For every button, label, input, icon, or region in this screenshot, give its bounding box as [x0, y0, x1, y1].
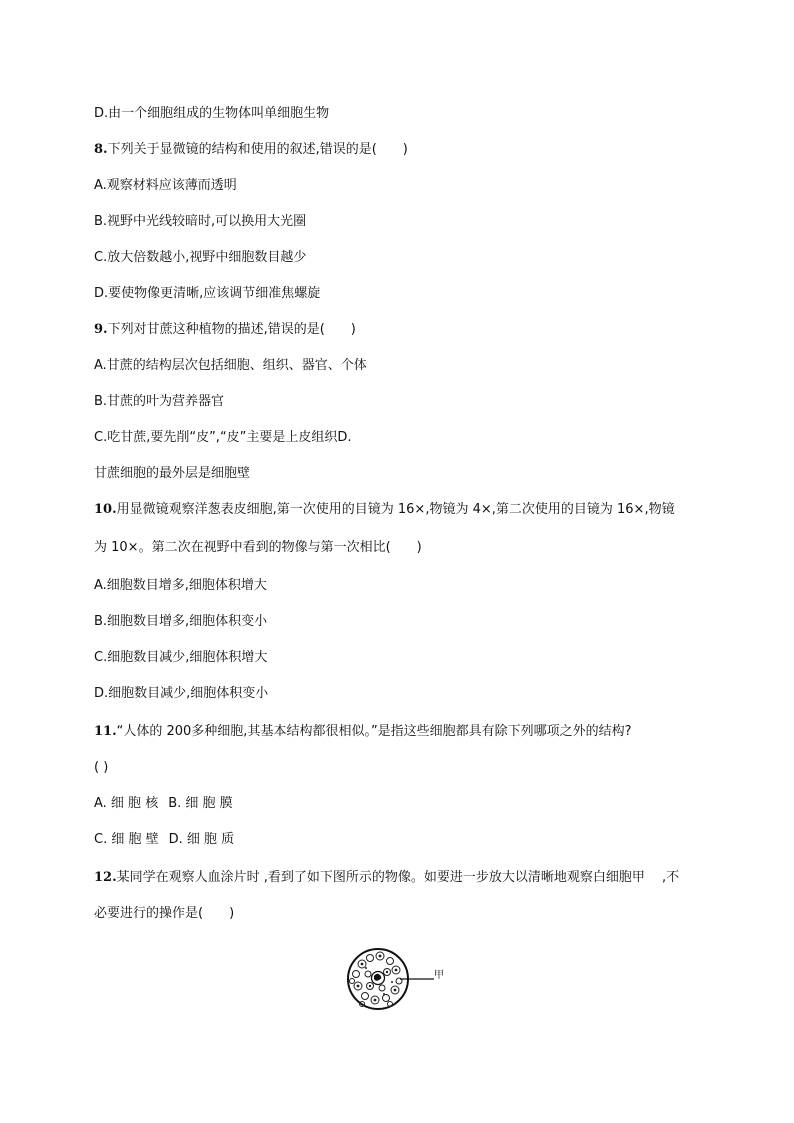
- q10-stem-line-2: 为 10×。第二次在视野中看到的物像与第一次相比( ): [94, 540, 422, 555]
- q9-option-d: 甘蔗细胞的最外层是细胞壁: [94, 466, 251, 481]
- q11-option-a: A. 细 胞 核: [94, 796, 159, 811]
- q8-stem-text: 下列关于显微镜的结构和使用的叙述,错误的是( ): [107, 142, 408, 157]
- q12-stem-text-1: 某同学在观察人血涂片时 ,看到了如下图所示的物像。如要进一步放大以清晰地观察白细胞甲 ,不: [116, 870, 680, 885]
- q11-stem-line-1: [94, 724, 632, 740]
- q10-option-c: C.细胞数目减少,细胞体积增大: [94, 650, 268, 665]
- q9-option-c: C.吃甘蔗,要先削“皮”,“皮”主要是上皮组织D.: [94, 430, 352, 445]
- q11-stem-line-2: ( ): [94, 760, 109, 775]
- q11-option-c: C. 细 胞 壁: [94, 832, 159, 847]
- q10-option-a: A.细胞数目增多,细胞体积增大: [94, 578, 267, 593]
- q10-option-b: B.细胞数目增多,细胞体积变小: [94, 614, 268, 629]
- q8-option-b: B.视野中光线较暗时,可以换用大光圈: [94, 214, 307, 229]
- q9-stem: [94, 322, 356, 338]
- q9-number: 9.: [94, 322, 108, 337]
- q7-option-d: D.由一个细胞组成的生物体叫单细胞生物: [94, 106, 330, 121]
- q8-option-d: D.要使物像更清晰,应该调节细准焦螺旋: [94, 286, 321, 301]
- q11-options-row-2: [94, 832, 234, 848]
- q11-number: 11.: [94, 724, 117, 739]
- q11-option-b: B. 细 胞 膜: [168, 796, 233, 811]
- q8-stem: [94, 142, 408, 158]
- figure-label-jia: 甲: [434, 970, 444, 981]
- q8-number: 8.: [94, 142, 108, 157]
- q11-options-row-1: [94, 796, 233, 812]
- q8-option-c: C.放大倍数越小,视野中细胞数目越少: [94, 250, 307, 265]
- q10-stem-line-1: [94, 502, 675, 518]
- q9-option-a: A.甘蔗的结构层次包括细胞、组织、器官、个体: [94, 358, 367, 373]
- q11-stem-text-1: “人体的 200多种细胞,其基本结构都很相似。”是指这些细胞都具有除下列哪项之外的结构?: [116, 724, 632, 739]
- q9-option-b: B.甘蔗的叶为营养器官: [94, 394, 225, 409]
- q8-option-a: A.观察材料应该薄而透明: [94, 178, 237, 193]
- q11-option-d: D. 细 胞 质: [168, 832, 235, 847]
- q9-stem-text: 下列对甘蔗这种植物的描述,错误的是( ): [107, 322, 356, 337]
- q12-number: 12.: [94, 870, 117, 885]
- q12-stem-line-1: [94, 870, 679, 886]
- q10-option-d: D.细胞数目减少,细胞体积变小: [94, 686, 269, 701]
- q10-stem-text-1: 用显微镜观察洋葱表皮细胞,第一次使用的目镜为 16×,物镜为 4×,第二次使用的目镜为 16×,物镜: [116, 502, 675, 517]
- q12-stem-line-2: 必要进行的操作是( ): [94, 906, 235, 921]
- q10-number: 10.: [94, 502, 117, 517]
